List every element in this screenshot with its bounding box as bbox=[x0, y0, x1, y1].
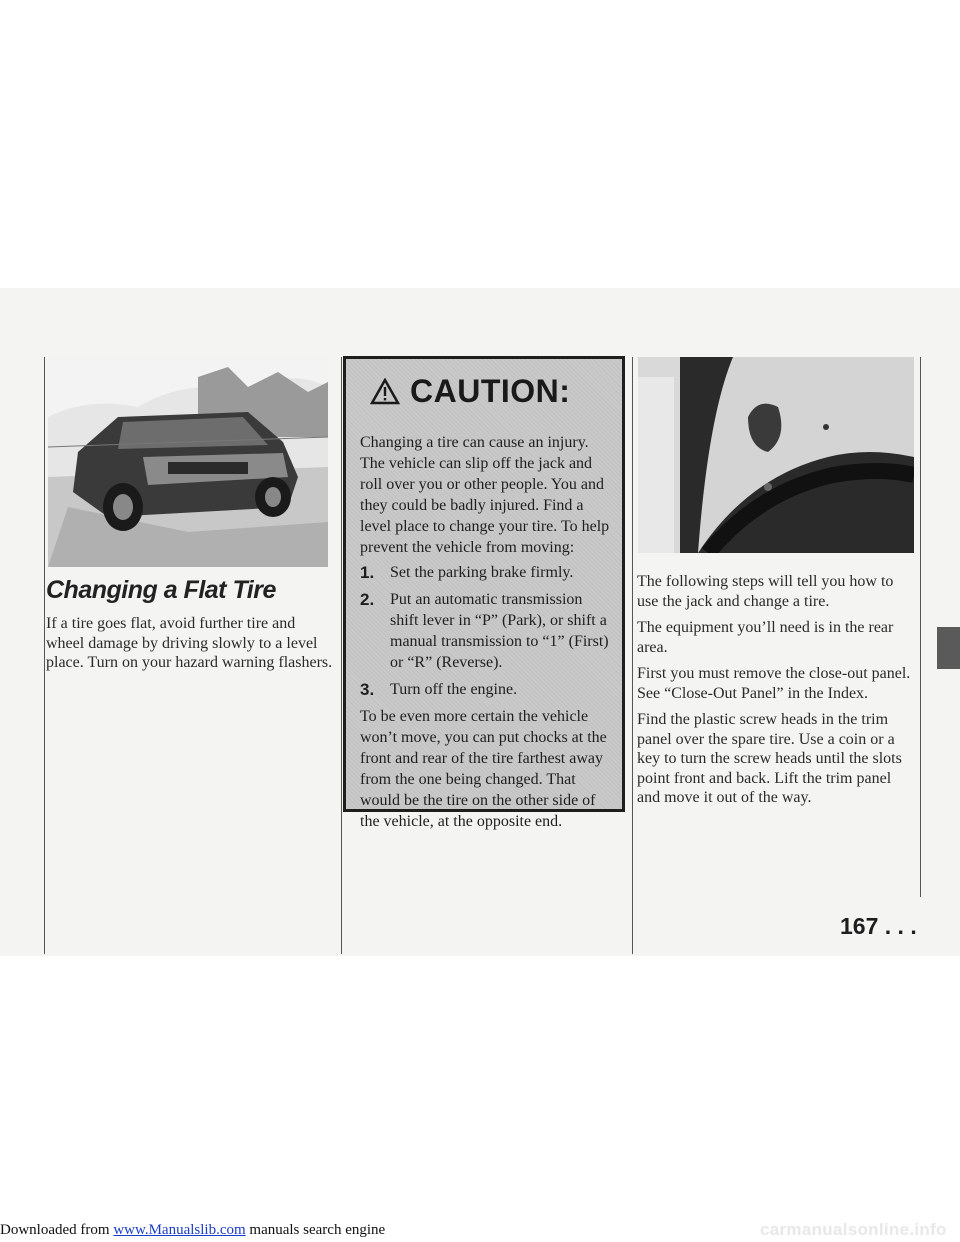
download-banner bbox=[0, 1222, 385, 1239]
banner-prefix: Downloaded from bbox=[0, 1222, 114, 1238]
right-paragraph: First you must remove the close-out panel. See “Close-Out Panel” in the Index. bbox=[637, 665, 911, 702]
caution-steps bbox=[360, 562, 610, 700]
column-divider-middle bbox=[341, 357, 342, 954]
intro-paragraph: If a tire goes flat, avoid further tire and wheel damage by driving slowly to a level place. Turn on your hazard warning flashers. bbox=[46, 615, 333, 671]
car-illustration bbox=[48, 357, 328, 567]
step-text: Put an automatic transmission shift lever in “P” (Park), or shift a manual transmission to “1” (First) or “R” (Reverse). bbox=[390, 591, 609, 671]
column-divider-far-right bbox=[920, 357, 921, 897]
column-divider-right bbox=[632, 357, 633, 954]
caution-step bbox=[360, 589, 610, 673]
caution-intro: Changing a tire can cause an injury. The vehicle can slip off the jack and roll over you or other people. You and they could be badly injured. Find a level place to change your tire. To help prevent the vehicle from moving: bbox=[360, 434, 610, 556]
right-column-text bbox=[637, 572, 917, 808]
caution-step bbox=[360, 562, 610, 583]
step-number: 1. bbox=[360, 563, 375, 582]
page-number: 167 . . . bbox=[840, 913, 917, 939]
right-paragraph: Find the plastic screw heads in the trim panel over the spare tire. Use a coin or a key to turn the screw heads until the slots point front and back. Lift the trim panel and move it out of the way. bbox=[637, 711, 902, 806]
caution-header bbox=[370, 373, 610, 410]
watermark: carmanualsonline.info bbox=[760, 1220, 947, 1239]
step-number: 3. bbox=[360, 680, 375, 699]
warning-triangle-icon bbox=[370, 378, 400, 405]
banner-suffix: manuals search engine bbox=[245, 1222, 386, 1238]
step-text: Turn off the engine. bbox=[390, 681, 518, 698]
right-paragraph: The following steps will tell you how to use the jack and change a tire. bbox=[637, 573, 894, 610]
step-number: 2. bbox=[360, 590, 375, 609]
page-heading: Changing a Flat Tire bbox=[46, 576, 276, 604]
column-divider-left bbox=[44, 357, 45, 954]
caution-outro: To be even more certain the vehicle won’t move, you can put chocks at the front and rear of the tire farthest away from the one being changed. That would be the tire on the other side of the vehicle, at the opposite end. bbox=[360, 708, 607, 830]
right-paragraph: The equipment you’ll need is in the rear area. bbox=[637, 619, 894, 656]
caution-box bbox=[343, 356, 625, 830]
caution-step bbox=[360, 679, 610, 700]
step-text: Set the parking brake firmly. bbox=[390, 564, 574, 581]
trim-panel-photo bbox=[638, 357, 914, 553]
manualslib-link[interactable]: www.Manualslib.com bbox=[113, 1222, 246, 1238]
caution-title: CAUTION: bbox=[410, 373, 571, 409]
section-tab-marker bbox=[937, 627, 960, 669]
